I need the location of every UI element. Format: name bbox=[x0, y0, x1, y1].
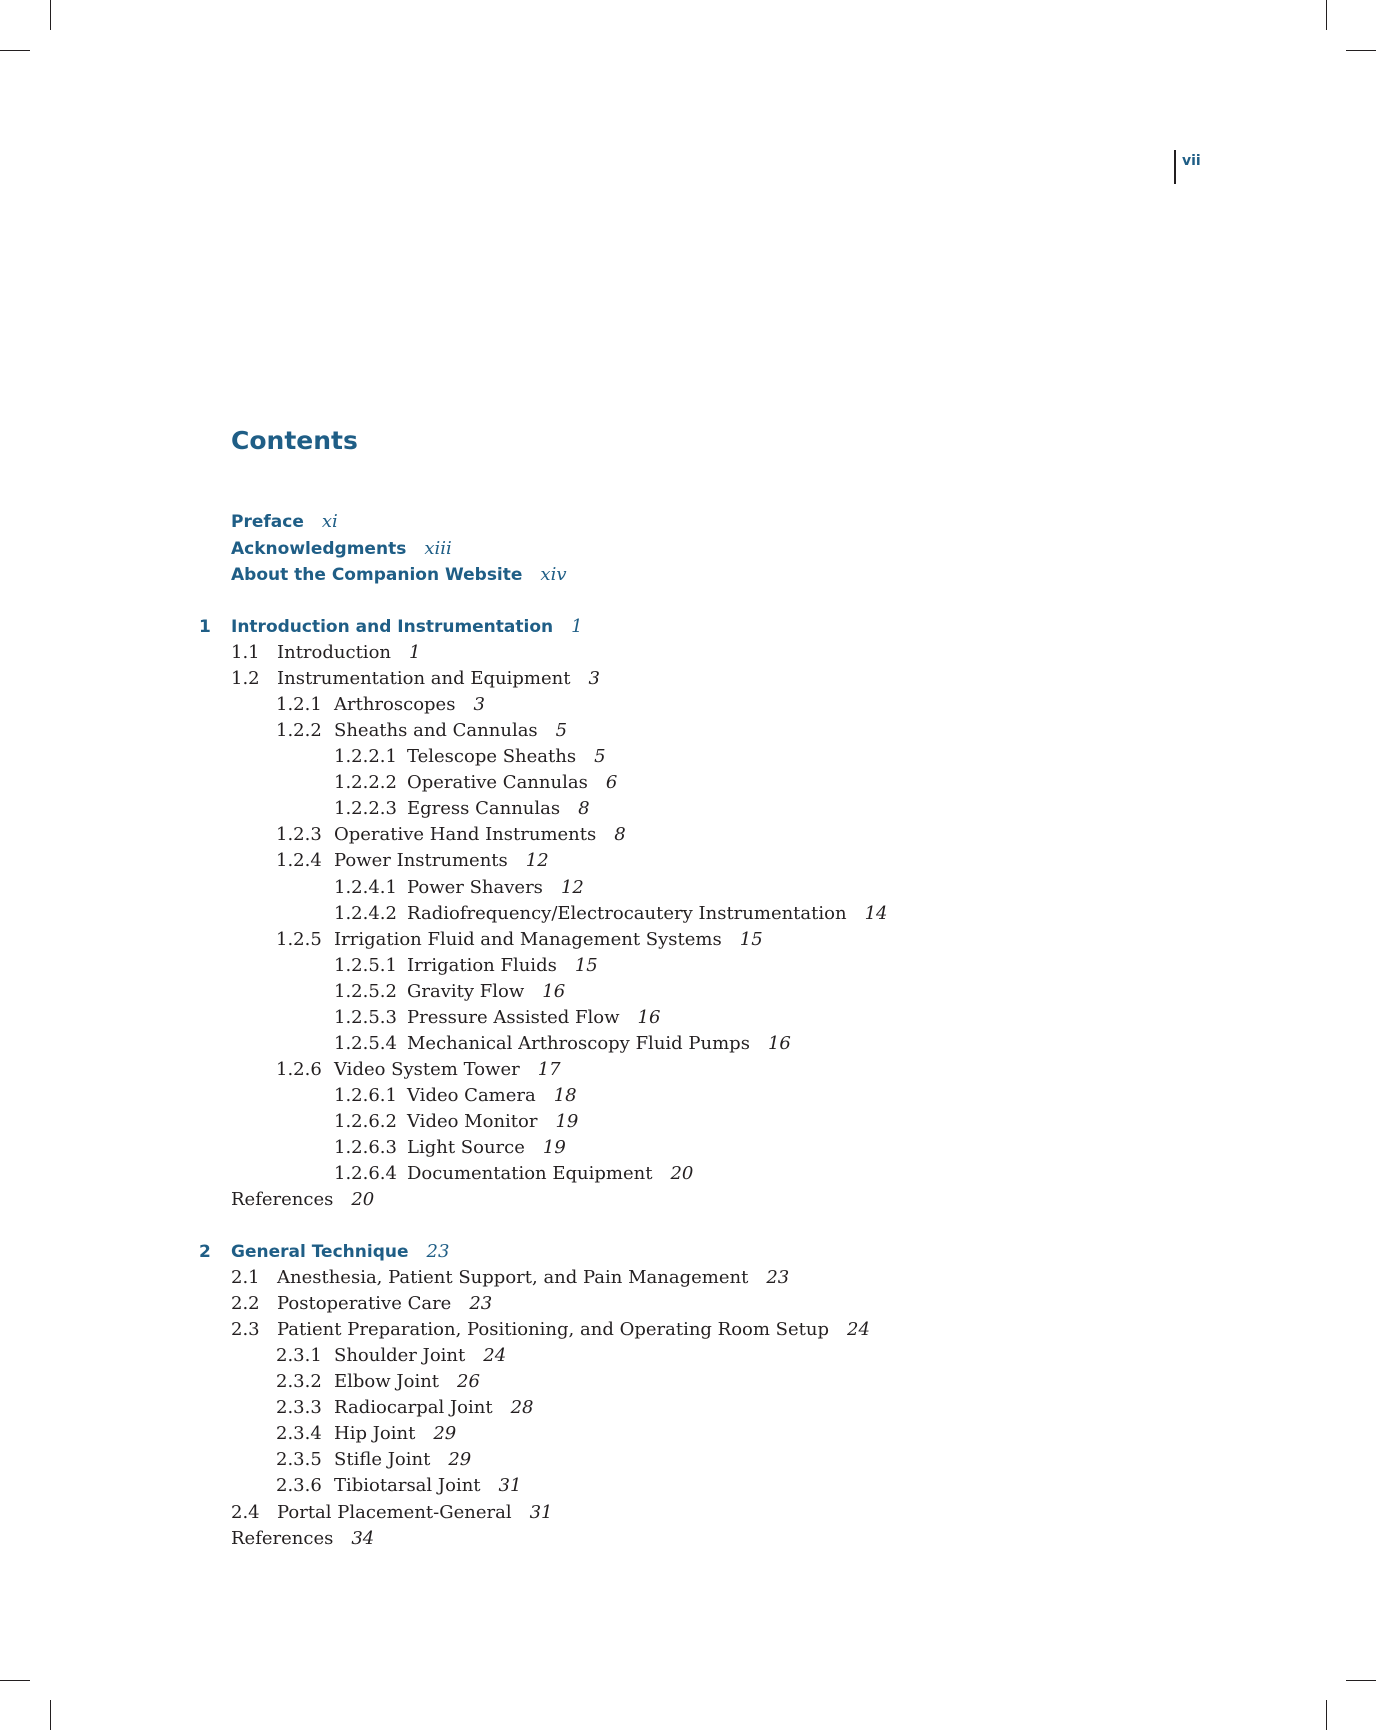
toc-front-matter-item[interactable] bbox=[231, 563, 567, 587]
toc-entry-title: Mechanical Arthroscopy Fluid Pumps bbox=[407, 1033, 750, 1054]
toc-page-number: 31 bbox=[529, 1502, 553, 1523]
toc-section-entry[interactable] bbox=[334, 745, 606, 769]
toc-section-entry[interactable] bbox=[276, 1344, 506, 1368]
toc-entry-title: Light Source bbox=[407, 1137, 525, 1158]
toc-page-number: 5 bbox=[555, 720, 568, 741]
toc-page-number: 24 bbox=[847, 1319, 870, 1340]
toc-page-number: 23 bbox=[426, 1241, 450, 1262]
toc-section-entry[interactable] bbox=[334, 771, 617, 795]
toc-chapter-title: Introduction and Instrumentation bbox=[231, 617, 554, 637]
toc-section-number: 2.4 bbox=[231, 1502, 260, 1523]
toc-section-entry[interactable] bbox=[276, 1422, 456, 1446]
toc-section-entry[interactable] bbox=[334, 1136, 566, 1160]
toc-section-entry[interactable] bbox=[334, 1032, 791, 1056]
toc-entry-title: Pressure Assisted Flow bbox=[407, 1007, 620, 1028]
toc-section-number: 1.2.4.2 bbox=[334, 903, 397, 924]
toc-section-entry[interactable] bbox=[334, 1162, 693, 1186]
toc-section-number: 2.3.5 bbox=[276, 1449, 322, 1470]
toc-entry-title: Radiofrequency/Electrocautery Instrumentation bbox=[407, 903, 847, 924]
toc-page-number: 12 bbox=[560, 877, 584, 898]
toc-section-number: 1.2.1 bbox=[276, 694, 322, 715]
crop-mark bbox=[1326, 1700, 1327, 1730]
toc-section-entry[interactable] bbox=[334, 797, 590, 821]
toc-page-number: 26 bbox=[457, 1371, 480, 1392]
toc-section-number: 2.3.3 bbox=[276, 1397, 322, 1418]
toc-section-number: 1.2.2.3 bbox=[334, 798, 397, 819]
toc-entry-title: Stifle Joint bbox=[334, 1449, 431, 1470]
toc-page-number: 16 bbox=[542, 981, 566, 1002]
toc-page-number: xi bbox=[321, 511, 338, 532]
toc-entry-title: Arthroscopes bbox=[334, 694, 456, 715]
toc-page-number: 14 bbox=[864, 903, 888, 924]
toc-entry-title: References bbox=[231, 1528, 334, 1549]
toc-section-number: 1.2.5.1 bbox=[334, 955, 397, 976]
toc-entry-title: Anesthesia, Patient Support, and Pain Management bbox=[277, 1267, 749, 1288]
toc-section-entry[interactable] bbox=[334, 876, 584, 900]
toc-entry-title: Radiocarpal Joint bbox=[334, 1397, 493, 1418]
toc-section-entry[interactable] bbox=[334, 902, 887, 926]
toc-page-number: 28 bbox=[510, 1397, 534, 1418]
toc-page-number: 23 bbox=[766, 1267, 790, 1288]
toc-section-entry[interactable] bbox=[276, 1370, 480, 1394]
toc-section-entry[interactable] bbox=[231, 641, 420, 665]
crop-mark bbox=[1346, 50, 1376, 51]
toc-entry-title: About the Companion Website bbox=[231, 565, 523, 585]
toc-section-number: 1.2.5.3 bbox=[334, 1007, 397, 1028]
toc-page-number: 19 bbox=[555, 1111, 579, 1132]
toc-section-entry[interactable] bbox=[276, 1448, 471, 1472]
toc-section-entry[interactable] bbox=[276, 928, 763, 952]
toc-section-number: 1.2.6.2 bbox=[334, 1111, 397, 1132]
toc-entry-title: Power Instruments bbox=[334, 850, 508, 871]
crop-mark bbox=[0, 50, 30, 51]
toc-chapter-number: 1 bbox=[199, 617, 211, 637]
toc-page-number: 12 bbox=[525, 850, 549, 871]
toc-page-number: 20 bbox=[351, 1189, 375, 1210]
toc-section-entry[interactable] bbox=[334, 980, 565, 1004]
toc-entry-title: Patient Preparation, Positioning, and Operating Room Setup bbox=[277, 1319, 830, 1340]
toc-page-number: 29 bbox=[433, 1423, 457, 1444]
crop-mark bbox=[50, 0, 51, 30]
toc-page-number: xiii bbox=[424, 538, 452, 559]
toc-page-number: 15 bbox=[739, 929, 763, 950]
toc-section-entry[interactable] bbox=[334, 1006, 660, 1030]
toc-section-entry[interactable] bbox=[276, 1058, 561, 1082]
toc-references-entry[interactable] bbox=[231, 1188, 374, 1212]
toc-section-number: 2.2 bbox=[231, 1293, 260, 1314]
toc-section-entry[interactable] bbox=[231, 1266, 789, 1290]
toc-section-number: 2.3.6 bbox=[276, 1475, 322, 1496]
toc-entry-title: Video Monitor bbox=[407, 1111, 538, 1132]
toc-section-entry[interactable] bbox=[334, 954, 598, 978]
toc-entry-title: Operative Hand Instruments bbox=[334, 824, 597, 845]
toc-entry-title: Video System Tower bbox=[334, 1059, 520, 1080]
toc-section-number: 1.2.5.4 bbox=[334, 1033, 397, 1054]
toc-entry-title: Gravity Flow bbox=[407, 981, 525, 1002]
toc-entry-title: Portal Placement-General bbox=[277, 1502, 512, 1523]
toc-page-number: 6 bbox=[605, 772, 618, 793]
toc-page-number: 19 bbox=[542, 1137, 566, 1158]
toc-entry-title: Instrumentation and Equipment bbox=[277, 668, 571, 689]
toc-page-number: 24 bbox=[483, 1345, 507, 1366]
toc-section-number: 1.2 bbox=[231, 668, 260, 689]
toc-page-number: 1 bbox=[571, 616, 583, 637]
toc-entry-title: Hip Joint bbox=[334, 1423, 416, 1444]
toc-page-number: 20 bbox=[670, 1163, 694, 1184]
toc-entry-title: Preface bbox=[231, 512, 304, 532]
toc-page-number: xiv bbox=[540, 564, 567, 585]
toc-section-entry[interactable] bbox=[276, 693, 485, 717]
toc-entry-title: Egress Cannulas bbox=[407, 798, 561, 819]
toc-entry-title: Power Shavers bbox=[407, 877, 543, 898]
toc-entry-title: Tibiotarsal Joint bbox=[334, 1475, 481, 1496]
toc-entry-title: Elbow Joint bbox=[334, 1371, 440, 1392]
toc-section-number: 2.1 bbox=[231, 1267, 260, 1288]
toc-section-entry[interactable] bbox=[276, 1396, 534, 1420]
toc-section-number: 1.2.2 bbox=[276, 720, 322, 741]
toc-page-number: 5 bbox=[594, 746, 606, 767]
toc-page-number: 15 bbox=[574, 955, 598, 976]
toc-chapter-heading[interactable] bbox=[199, 1240, 449, 1264]
crop-mark bbox=[50, 1700, 51, 1730]
crop-mark bbox=[0, 1680, 30, 1681]
toc-section-entry[interactable] bbox=[334, 1084, 577, 1108]
toc-references-entry[interactable] bbox=[231, 1527, 374, 1551]
toc-entry-title: Documentation Equipment bbox=[407, 1163, 653, 1184]
toc-section-number: 2.3 bbox=[231, 1319, 260, 1340]
toc-front-matter-item[interactable] bbox=[231, 510, 338, 534]
toc-entry-title: Sheaths and Cannulas bbox=[334, 720, 538, 741]
toc-section-entry[interactable] bbox=[231, 1318, 870, 1342]
toc-page-number: 34 bbox=[351, 1528, 375, 1549]
toc-page-number: 16 bbox=[767, 1033, 791, 1054]
toc-page-number: 23 bbox=[469, 1293, 493, 1314]
toc-section-number: 1.1 bbox=[231, 642, 260, 663]
toc-section-number: 1.2.4.1 bbox=[334, 877, 397, 898]
toc-section-number: 1.2.2.2 bbox=[334, 772, 397, 793]
crop-mark bbox=[1346, 1680, 1376, 1681]
toc-page-number: 3 bbox=[473, 694, 485, 715]
crop-mark bbox=[1326, 0, 1327, 30]
toc-section-number: 1.2.2.1 bbox=[334, 746, 397, 767]
toc-page-number: 17 bbox=[537, 1059, 561, 1080]
toc-section-entry[interactable] bbox=[276, 823, 626, 847]
toc-section-entry[interactable] bbox=[276, 719, 567, 743]
toc-section-entry[interactable] bbox=[231, 1292, 492, 1316]
toc-page-number: 8 bbox=[578, 798, 590, 819]
toc-section-entry[interactable] bbox=[231, 1501, 553, 1525]
toc-section-number: 1.2.6.3 bbox=[334, 1137, 397, 1158]
toc-entry-title: References bbox=[231, 1189, 334, 1210]
toc-section-number: 1.2.6.4 bbox=[334, 1163, 397, 1184]
toc-section-number: 2.3.2 bbox=[276, 1371, 322, 1392]
toc-page-number: 1 bbox=[409, 642, 421, 663]
toc-section-entry[interactable] bbox=[334, 1110, 578, 1134]
toc-page-number: 3 bbox=[588, 668, 600, 689]
toc-entry-title: Irrigation Fluid and Management Systems bbox=[334, 929, 722, 950]
toc-section-number: 1.2.5.2 bbox=[334, 981, 397, 1002]
toc-chapter-number: 2 bbox=[199, 1242, 211, 1262]
toc-section-number: 1.2.6.1 bbox=[334, 1085, 397, 1106]
toc-entry-title: Irrigation Fluids bbox=[407, 955, 557, 976]
toc-page-number: 8 bbox=[614, 824, 626, 845]
toc-entry-title: Introduction bbox=[277, 642, 391, 663]
toc-chapter-title: General Technique bbox=[231, 1242, 409, 1262]
toc-section-number: 2.3.4 bbox=[276, 1423, 322, 1444]
toc-page-number: 16 bbox=[637, 1007, 661, 1028]
toc-section-number: 1.2.4 bbox=[276, 850, 322, 871]
toc-front-matter-item[interactable] bbox=[231, 537, 452, 561]
toc-page-number: 31 bbox=[498, 1475, 522, 1496]
toc-section-entry[interactable] bbox=[276, 1474, 521, 1498]
toc-section-entry[interactable] bbox=[231, 667, 600, 691]
toc-section-number: 1.2.6 bbox=[276, 1059, 322, 1080]
toc-section-number: 1.2.3 bbox=[276, 824, 322, 845]
toc-entry-title: Telescope Sheaths bbox=[407, 746, 577, 767]
toc-chapter-heading[interactable] bbox=[199, 615, 583, 639]
toc-entry-title: Acknowledgments bbox=[231, 539, 407, 559]
toc-section-number: 1.2.5 bbox=[276, 929, 322, 950]
toc-entry-title: Operative Cannulas bbox=[407, 772, 588, 793]
toc-page-number: 18 bbox=[553, 1085, 577, 1106]
toc-section-number: 2.3.1 bbox=[276, 1345, 322, 1366]
toc-entry-title: Postoperative Care bbox=[277, 1293, 452, 1314]
page-number: vii bbox=[1174, 150, 1201, 184]
toc-entry-title: Video Camera bbox=[407, 1085, 536, 1106]
toc-section-entry[interactable] bbox=[276, 849, 549, 873]
toc-page-number: 29 bbox=[448, 1449, 472, 1470]
page-title: Contents bbox=[231, 426, 358, 455]
toc-entry-title: Shoulder Joint bbox=[334, 1345, 466, 1366]
